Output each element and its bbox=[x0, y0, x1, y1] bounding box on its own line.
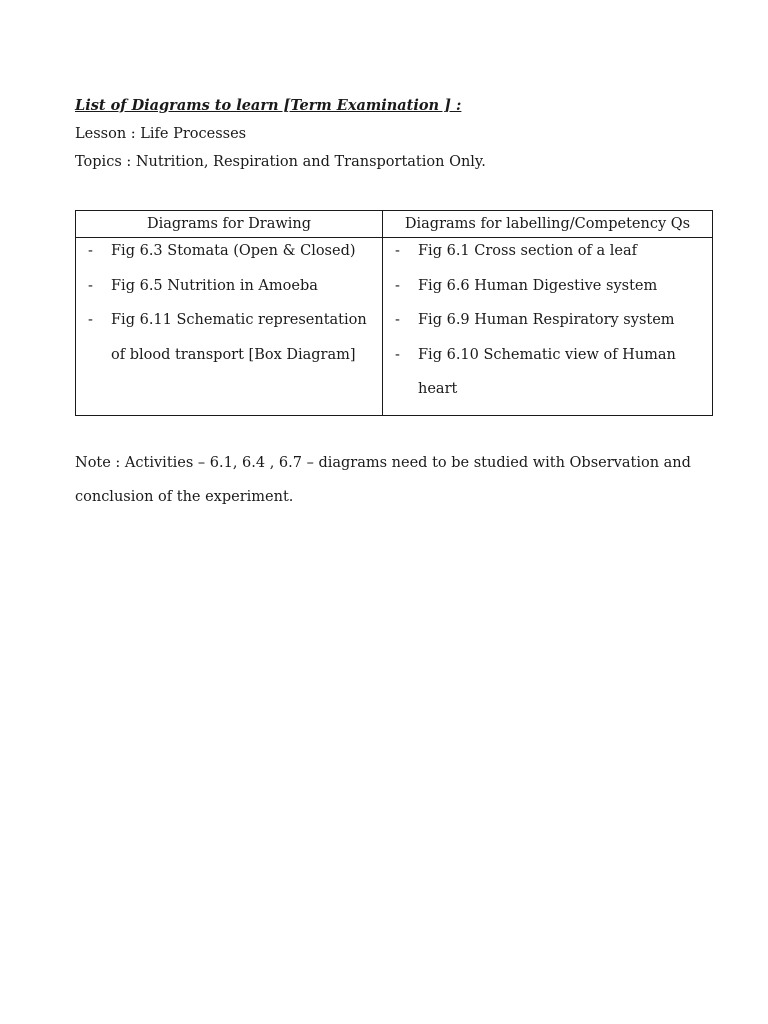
drawing-list bbox=[76, 234, 382, 380]
drawing-cell bbox=[76, 238, 383, 416]
diagrams-table bbox=[75, 210, 713, 416]
list-item bbox=[383, 269, 712, 304]
bullet-dash: - bbox=[395, 277, 400, 294]
bullet-dash: - bbox=[395, 312, 400, 328]
drawing-item-text: Fig 6.3 Stomata (Open & Closed) bbox=[111, 243, 356, 259]
labelling-list bbox=[383, 234, 712, 415]
table-row bbox=[76, 238, 713, 416]
topics-line: Topics : Nutrition, Respiration and Transportation Only. bbox=[75, 154, 486, 170]
note-paragraph: Note : Activities – 6.1, 6.4 , 6.7 – diagrams need to be studied with Observation and conclusion of the experiment. bbox=[75, 455, 691, 505]
list-item bbox=[383, 338, 712, 407]
drawing-column-header: Diagrams for Drawing bbox=[76, 211, 383, 238]
page-heading: List of Diagrams to learn [Term Examination ] : bbox=[75, 97, 462, 114]
list-item bbox=[76, 269, 382, 304]
labelling-item-text: Fig 6.9 Human Respiratory system bbox=[418, 312, 675, 328]
drawing-item-text: Fig 6.11 Schematic representation of blood transport [Box Diagram] bbox=[111, 312, 367, 363]
bullet-dash: - bbox=[88, 277, 93, 294]
list-item bbox=[76, 234, 382, 269]
lesson-line: Lesson : Life Processes bbox=[75, 126, 247, 142]
bullet-dash: - bbox=[395, 243, 400, 259]
bullet-dash: - bbox=[395, 346, 400, 363]
list-item bbox=[383, 234, 712, 269]
list-item bbox=[383, 303, 712, 338]
labelling-item-text: Fig 6.10 Schematic view of Human heart bbox=[418, 346, 676, 397]
bullet-dash: - bbox=[88, 243, 93, 259]
labelling-item-text: Fig 6.1 Cross section of a leaf bbox=[418, 243, 637, 259]
bullet-dash: - bbox=[88, 312, 93, 328]
list-item bbox=[76, 303, 382, 372]
labelling-cell bbox=[383, 238, 713, 416]
drawing-item-text: Fig 6.5 Nutrition in Amoeba bbox=[111, 277, 318, 294]
labelling-column-header: Diagrams for labelling/Competency Qs bbox=[383, 211, 713, 238]
labelling-item-text: Fig 6.6 Human Digestive system bbox=[418, 277, 658, 294]
